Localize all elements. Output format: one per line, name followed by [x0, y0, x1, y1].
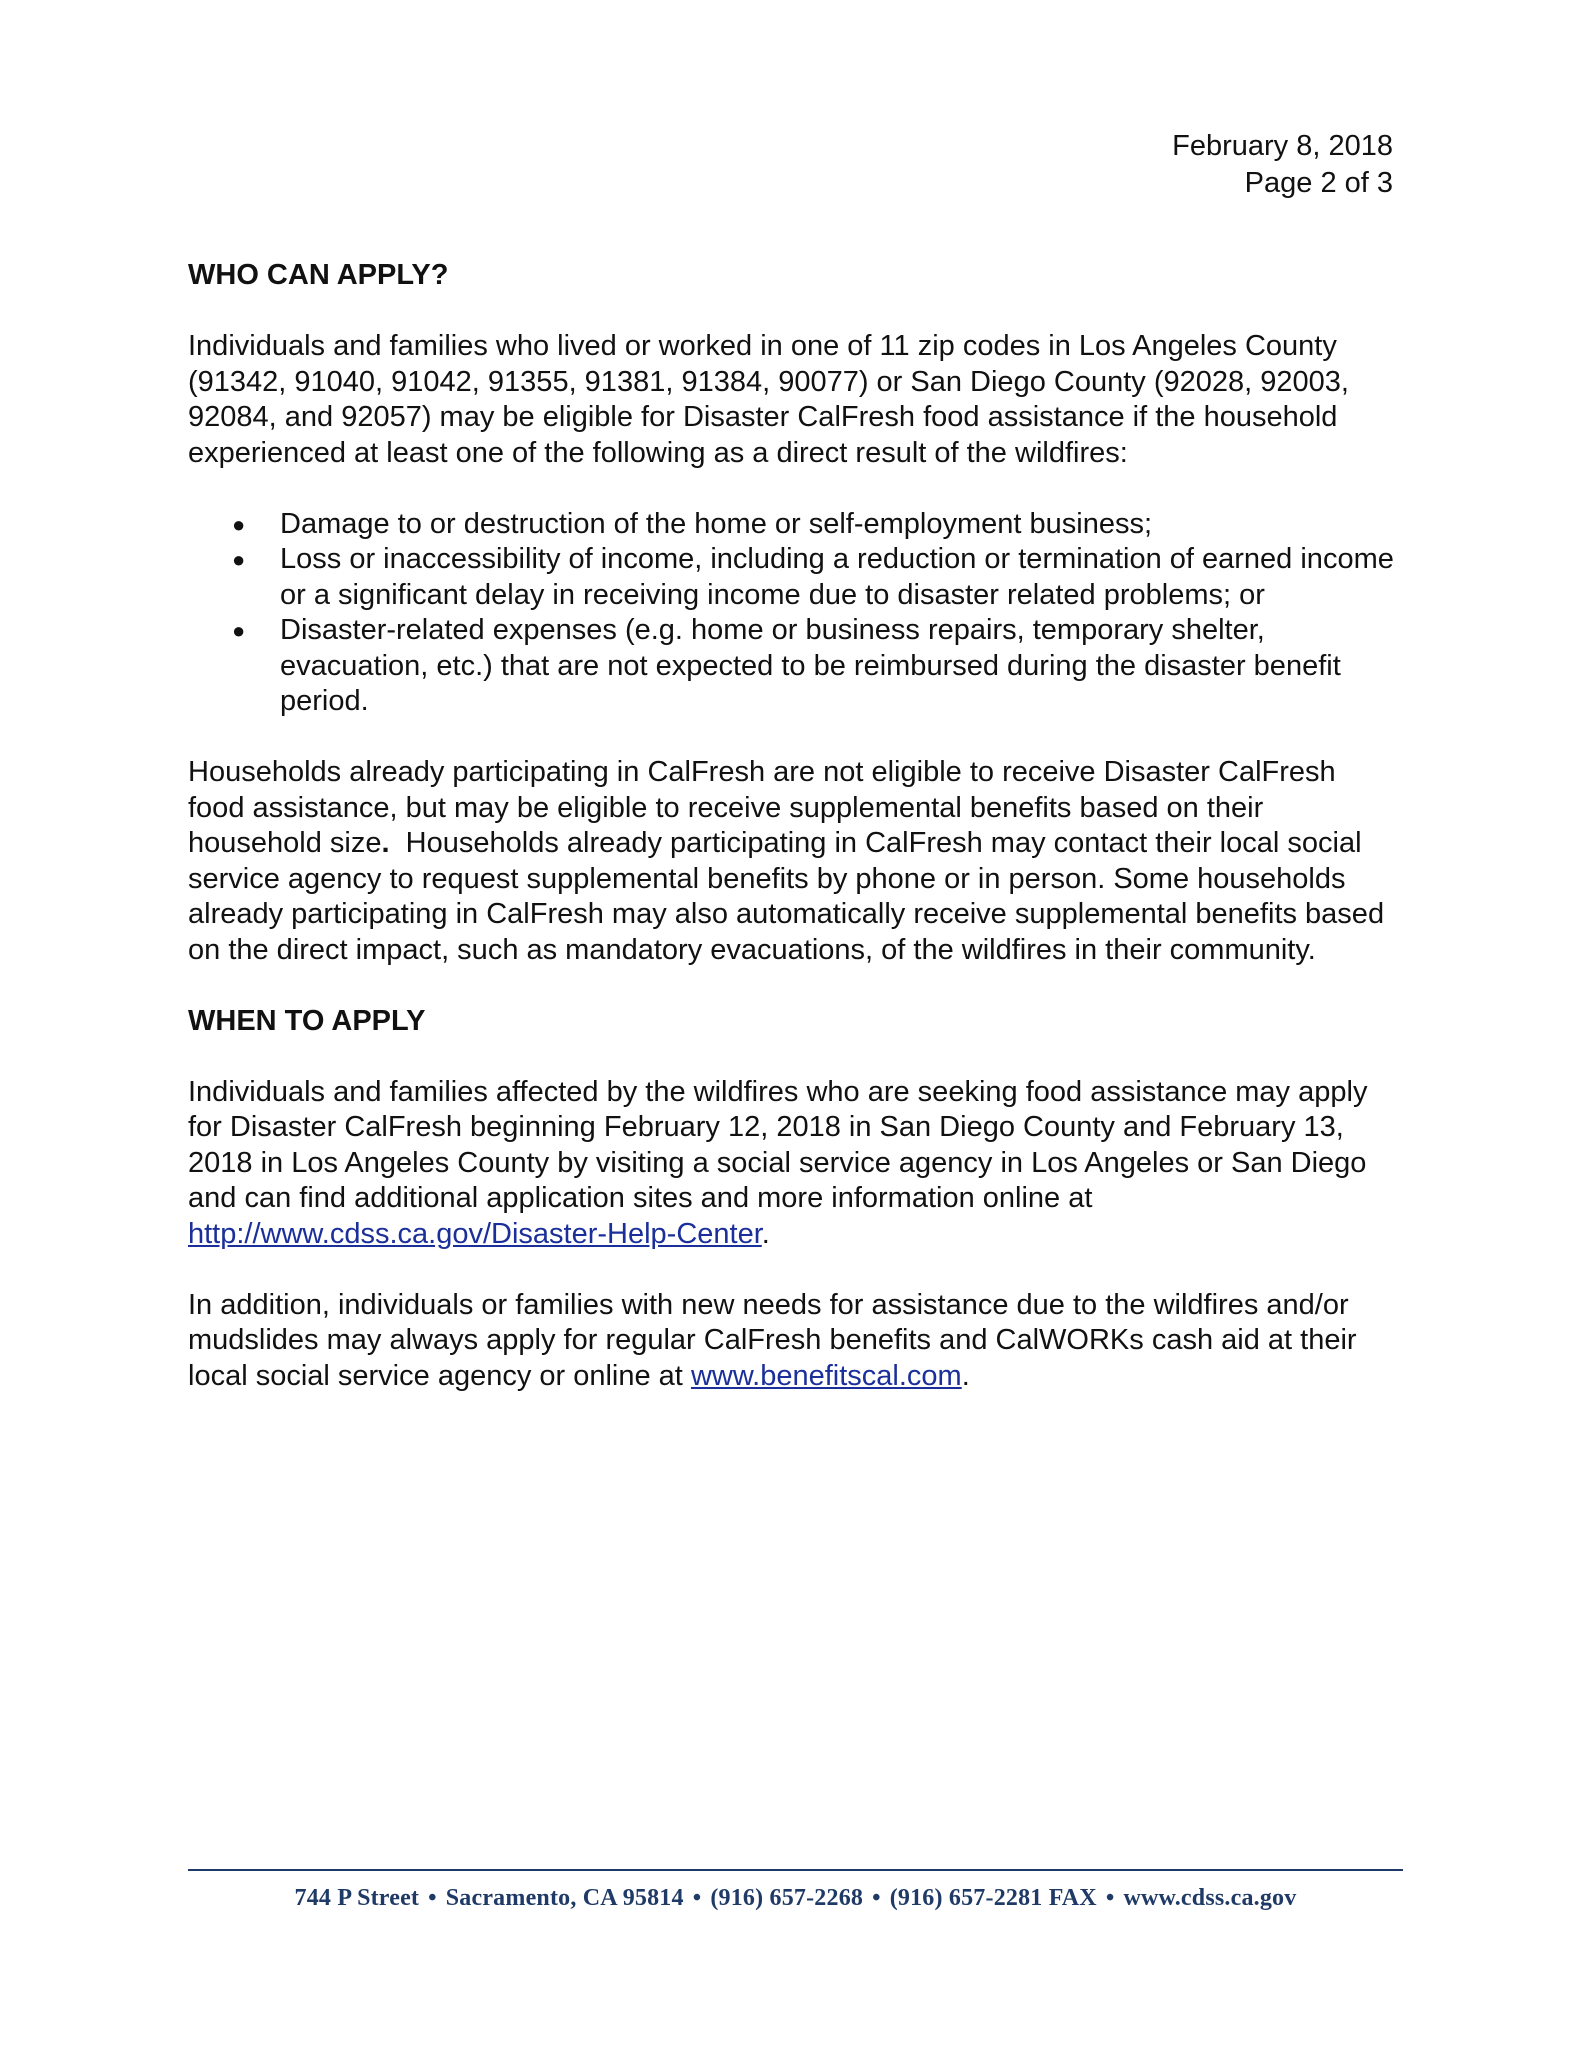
participating-text-1: Households already participating in CalFresh are not eligible to receive Disaster CalFresh food assistance, but may be eligible to receive supplemental benefits based on their household size [188, 756, 1336, 859]
list-item [188, 507, 1398, 543]
when-to-apply-heading: WHEN TO APPLY [188, 1004, 426, 1037]
footer-separator: • [1105, 1885, 1115, 1911]
footer-address: 744 P Street [294, 1885, 420, 1911]
footer-separator: • [872, 1885, 881, 1911]
page-header [1172, 128, 1393, 202]
footer-divider [188, 1869, 1403, 1871]
regular-calfresh-text: In addition, individuals or families with new needs for assistance due to the wildfires and/or mudslides may always apply for regular CalFresh benefits and CalWORKs cash aid at their local social service agency or online at [188, 1288, 1357, 1392]
eligibility-criteria-list [188, 507, 1398, 720]
footer-city: Sacramento, CA 95814 [445, 1885, 684, 1911]
participating-period: . [381, 827, 390, 859]
letterhead-footer [188, 1885, 1403, 1912]
sentence-end: . [761, 1217, 770, 1250]
letter-date: February 8, 2018 [1172, 130, 1393, 162]
when-to-apply-paragraph [188, 1075, 1398, 1253]
benefitscal-link[interactable]: www.benefitscal.com [690, 1359, 962, 1392]
bullet-icon: ● [232, 511, 246, 537]
footer-separator: • [692, 1885, 702, 1911]
letter-body [188, 258, 1398, 1394]
disaster-help-center-link[interactable]: http://www.cdss.ca.gov/Disaster-Help-Center [188, 1217, 762, 1250]
participating-text-2: Households already participating in CalFresh may contact their local social service agency to request supplemental benefits by phone or in person. Some households already participating in CalFresh may also automatically receive supplemental benefits based on the direct impact, such as mandatory evacuations, of the wildfires in their community. [188, 827, 1393, 966]
participating-households-paragraph [188, 755, 1398, 968]
list-item [188, 542, 1398, 613]
who-can-apply-heading: WHO CAN APPLY? [188, 259, 449, 291]
regular-calfresh-paragraph [188, 1288, 1398, 1395]
list-item [188, 613, 1398, 720]
eligibility-intro: Individuals and families who lived or worked in one of 11 zip codes in Los Angeles County (91342, 91040, 91042, 91355, 91381, 91384, 90077) or San Diego County (92028, 92003, 92084, and 92057) may be eligible for Disaster CalFresh food assistance if the household experienced at least one of the following as a direct result of the wildfires: [188, 330, 1349, 469]
footer-website: www.cdss.ca.gov [1123, 1885, 1297, 1911]
footer-separator: • [428, 1885, 437, 1911]
bullet-icon: ● [232, 618, 246, 643]
sentence-end: . [961, 1359, 970, 1392]
bullet-icon: ● [232, 547, 246, 572]
when-to-apply-text: Individuals and families affected by the wildfires who are seeking food assistance may apply for Disaster CalFresh beginning February 12, 2018 in San Diego County and February 13, 2018 in Los Angeles County by visiting a social service agency in Los Angeles or San Diego and can find additional application sites and more information online at [188, 1075, 1368, 1214]
criteria-text: Damage to or destruction of the home or self-employment business; [280, 507, 1153, 540]
criteria-text: Loss or inaccessibility of income, including a reduction or termination of earned income or a significant delay in receiving income due to disaster related problems; or [280, 543, 1394, 611]
page-number: Page 2 of 3 [1244, 167, 1393, 199]
footer-fax: (916) 657-2281 FAX [889, 1885, 1097, 1911]
criteria-text: Disaster-related expenses (e.g. home or business repairs, temporary shelter, evacuation, etc.) that are not expected to be reimbursed during the disaster benefit period. [280, 614, 1341, 717]
footer-phone: (916) 657-2268 [710, 1885, 864, 1911]
